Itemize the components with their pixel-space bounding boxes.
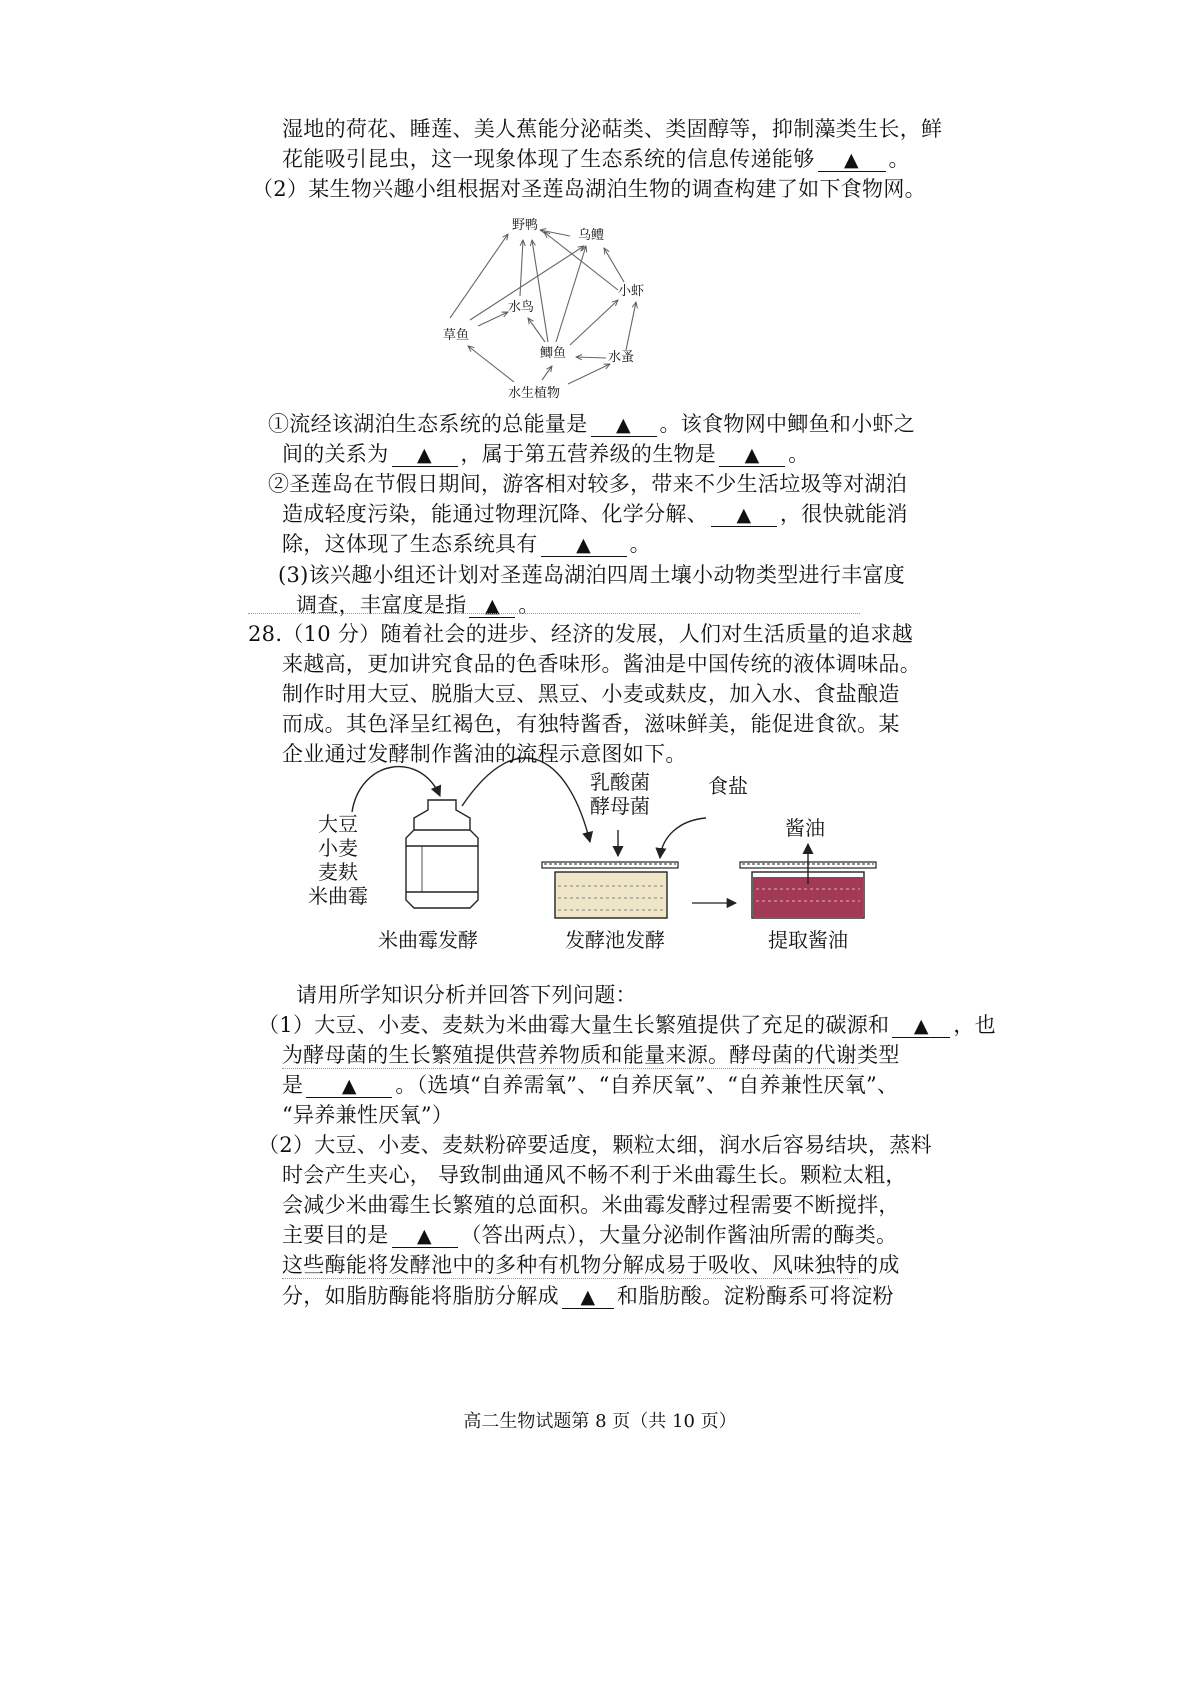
- text-line: 为酵母菌的生长繁殖提供营养物质和能量来源。酵母菌的代谢类型: [282, 1043, 900, 1067]
- input-soybean: 大豆: [318, 812, 358, 836]
- node-crucian: 鲫鱼: [540, 346, 567, 361]
- arrow-shrimp-snakehead: [604, 248, 624, 282]
- answer-blank[interactable]: ▲: [818, 148, 886, 172]
- fermentation-tank: [406, 800, 478, 908]
- arrow-grasscarp-waterbird: [478, 312, 508, 326]
- text-line: 湿地的荷花、睡莲、美人蕉能分泌萜类、类固醇等，抑制藻类生长，鲜: [282, 117, 943, 141]
- arrow-waterbird-duck: [520, 240, 523, 296]
- divider: [282, 1278, 858, 1279]
- node-shrimp: 小虾: [618, 284, 645, 299]
- question-28-heading: 28.（10 分）随着社会的进步、经济的发展，人们对生活质量的追求越: [248, 622, 913, 646]
- page-footer: 高二生物试题第 8 页（共 10 页）: [463, 1411, 737, 1432]
- microbes-label: 乳酸菌 酵母菌: [590, 770, 650, 818]
- answer-blank[interactable]: ▲: [562, 1285, 614, 1309]
- divider: [248, 613, 860, 614]
- input-wheat: 小麦: [318, 836, 358, 860]
- arrow-plants-grasscarp: [468, 346, 514, 382]
- arrow-snakehead-duck: [540, 230, 570, 236]
- text-line: 造成轻度污染，能通过物理沉降、化学分解、 ▲ ，很快就能消: [282, 502, 908, 526]
- text-line: 时会产生夹心， 导致制曲通风不畅不利于米曲霉生长。颗粒太粗，: [282, 1163, 907, 1187]
- question-28-part-1: （1）大豆、小麦、麦麸为米曲霉大量生长繁殖提供了充足的碳源和 ▲ ，也: [258, 1013, 996, 1037]
- step-extraction: 提取酱油: [768, 928, 848, 952]
- input-list: [306, 812, 370, 908]
- arrow-tank-to-pool: [462, 758, 590, 842]
- answer-blank[interactable]: ▲: [892, 1014, 950, 1038]
- arrow-inputs-to-tank: [352, 767, 440, 812]
- answer-blank[interactable]: ▲: [392, 443, 458, 467]
- node-snakehead: 乌鳢: [578, 228, 605, 243]
- node-grasscarp: 草鱼: [443, 328, 470, 343]
- arrow-crucian-waterbird: [528, 318, 545, 342]
- text-line: 请用所学知识分析并回答下列问题：: [296, 983, 637, 1007]
- arrow-plants-daphnia: [568, 364, 610, 384]
- question-part-3: (3)该兴趣小组还计划对圣莲岛湖泊四周土壤小动物类型进行丰富度: [278, 563, 906, 587]
- arrow-crucian-shrimp: [570, 300, 618, 345]
- arrow-crucian-snakehead: [556, 246, 586, 342]
- text-line: ①流经该湖泊生态系统的总能量是 ▲ 。该食物网中鲫鱼和小虾之: [268, 412, 916, 436]
- step-aspergillus-fermentation: 米曲霉发酵: [378, 928, 478, 952]
- answer-blank[interactable]: ▲: [306, 1074, 392, 1098]
- arrow-grasscarp-duck: [450, 234, 508, 318]
- answer-blank[interactable]: ▲: [469, 594, 515, 618]
- text-line: 而成。其色泽呈红褐色，有独特酱香，滋味鲜美，能促进食欲。某: [282, 712, 900, 736]
- text-line: 除，这体现了生态系统具有 ▲ 。: [282, 532, 651, 556]
- extraction-pool: [740, 844, 876, 918]
- answer-blank[interactable]: ▲: [541, 533, 627, 557]
- text-line: 是 ▲ 。（选填“自养需氧”、“自养厌氧”、“自养兼性厌氧”、: [282, 1073, 899, 1097]
- text-line: 间的关系为 ▲ ，属于第五营养级的生物是 ▲ 。: [282, 442, 810, 466]
- arrow-daphnia-shrimp: [626, 302, 636, 350]
- arrow-plants-crucian: [542, 366, 552, 380]
- text-line: 调查，丰富度是指 ▲ 。: [296, 593, 540, 617]
- text-line: 会减少米曲霉生长繁殖的总面积。米曲霉发酵过程需要不断搅拌，: [282, 1193, 900, 1217]
- fermentation-pool: [542, 862, 678, 918]
- text-line: 制作时用大豆、脱脂大豆、黑豆、小麦或麸皮，加入水、食盐酿造: [282, 682, 900, 706]
- input-bran: 麦麸: [318, 860, 358, 884]
- text-line: 花能吸引昆虫，这一现象体现了生态系统的信息传递能够 ▲ 。: [282, 147, 910, 171]
- step-pool-fermentation: 发酵池发酵: [565, 928, 665, 952]
- answer-blank[interactable]: ▲: [392, 1224, 458, 1248]
- answer-blank[interactable]: ▲: [719, 443, 785, 467]
- question-28-part-2: （2）大豆、小麦、麦麸粉碎要适度，颗粒太细，润水后容易结块，蒸料: [258, 1133, 932, 1157]
- node-plants: 水生植物: [508, 386, 561, 401]
- text-line: ②圣莲岛在节假日期间，游客相对较多，带来不少生活垃圾等对湖泊: [268, 472, 907, 496]
- soy-sauce-label: 酱油: [785, 816, 825, 840]
- text-line: 来越高，更加讲究食品的色香味形。酱油是中国传统的液体调味品。: [282, 652, 921, 676]
- input-aspergillus: 米曲霉: [308, 884, 368, 908]
- text-line: 分，如脂肪酶能将脂肪分解成 ▲ 和脂肪酸。淀粉酶系可将淀粉: [282, 1284, 894, 1308]
- arrow-daphnia-crucian: [576, 357, 606, 358]
- text-line: 企业通过发酵制作酱油的流程示意图如下。: [282, 742, 687, 766]
- question-part-2: （2）某生物兴趣小组根据对圣莲岛湖泊生物的调查构建了如下食物网。: [252, 177, 926, 201]
- answer-blank[interactable]: ▲: [591, 413, 657, 437]
- answer-blank[interactable]: ▲: [711, 503, 777, 527]
- node-daphnia: 水蚤: [608, 350, 635, 365]
- divider: [282, 1068, 858, 1069]
- arrow-crucian-duck: [532, 240, 548, 342]
- text-line: 这些酶能将发酵池中的多种有机物分解成易于吸收、风味独特的成: [282, 1253, 900, 1277]
- salt-label: 食盐: [708, 774, 748, 798]
- arrow-salt: [660, 818, 706, 858]
- text-line: “异养兼性厌氧”）: [282, 1103, 454, 1127]
- node-duck: 野鸭: [512, 218, 539, 233]
- node-waterbird: 水鸟: [508, 300, 535, 315]
- text-line: 主要目的是 ▲ （答出两点），大量分泌制作酱油所需的酶类。: [282, 1223, 898, 1247]
